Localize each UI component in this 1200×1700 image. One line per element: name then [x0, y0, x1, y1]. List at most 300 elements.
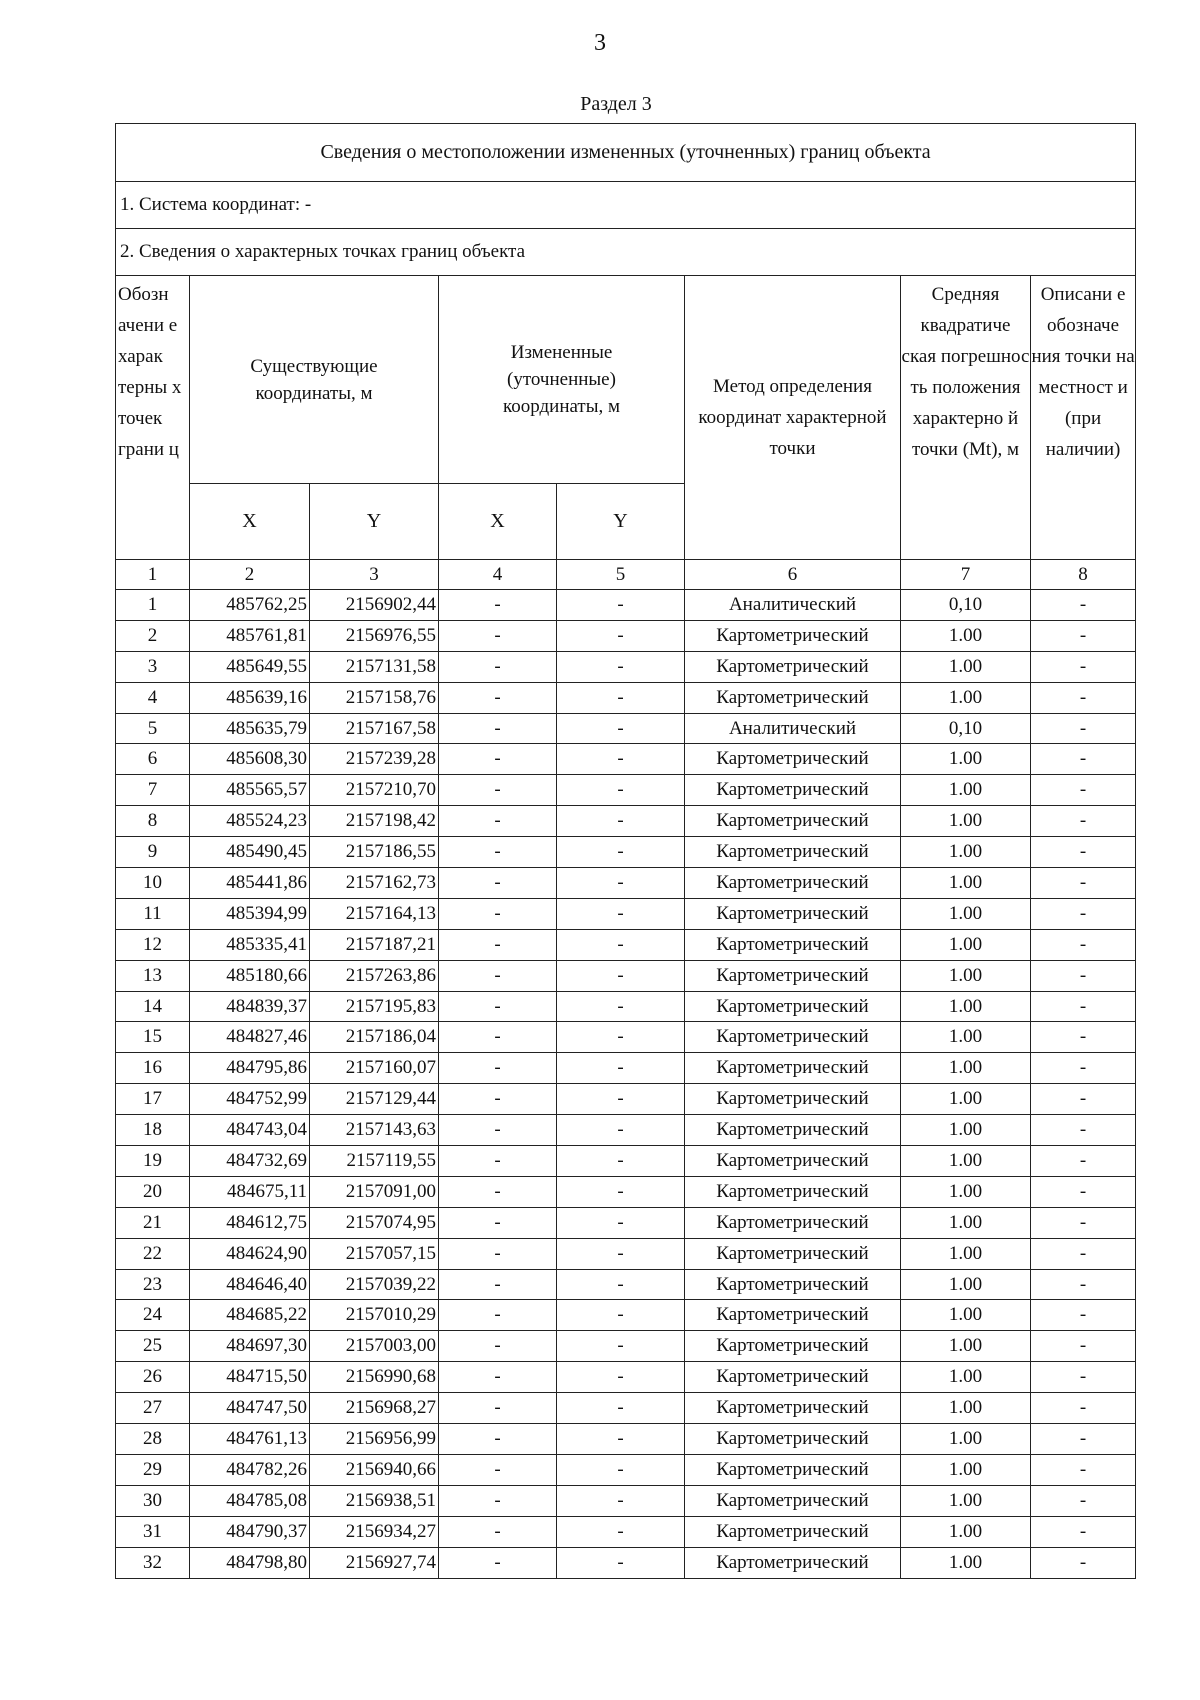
- existing-x-cell: 485180,66: [190, 960, 310, 991]
- method-cell: Картометрический: [685, 775, 901, 806]
- mean-error-cell: 1.00: [901, 960, 1031, 991]
- changed-y-cell: -: [557, 775, 685, 806]
- changed-y-cell: -: [557, 1207, 685, 1238]
- changed-x-cell: -: [439, 1115, 557, 1146]
- changed-y-cell: -: [557, 713, 685, 744]
- header-y-existing: Y: [310, 484, 439, 560]
- method-cell: Аналитический: [685, 713, 901, 744]
- method-cell: Картометрический: [685, 1454, 901, 1485]
- header-existing-coords: Существующие координаты, м: [190, 276, 439, 484]
- mean-error-cell: 1.00: [901, 1300, 1031, 1331]
- mean-error-cell: 1.00: [901, 1516, 1031, 1547]
- description-cell: -: [1031, 682, 1136, 713]
- existing-y-cell: 2156968,27: [310, 1393, 439, 1424]
- existing-x-cell: 484785,08: [190, 1485, 310, 1516]
- method-cell: Картометрический: [685, 1053, 901, 1084]
- table-row: [116, 713, 1136, 744]
- description-cell: -: [1031, 1393, 1136, 1424]
- column-index: 8: [1031, 560, 1136, 590]
- mean-error-cell: 1.00: [901, 1146, 1031, 1177]
- point-number-cell: 21: [116, 1207, 190, 1238]
- changed-y-cell: -: [557, 1362, 685, 1393]
- header-description: Описани е обозначе ния точки на местност и (при наличии): [1031, 276, 1136, 560]
- existing-x-cell: 484697,30: [190, 1331, 310, 1362]
- column-index: 4: [439, 560, 557, 590]
- column-index: 1: [116, 560, 190, 590]
- existing-y-cell: 2157187,21: [310, 929, 439, 960]
- point-number-cell: 32: [116, 1547, 190, 1578]
- changed-x-cell: -: [439, 713, 557, 744]
- table-row: [116, 1238, 1136, 1269]
- table-row: [116, 1084, 1136, 1115]
- point-number-cell: 12: [116, 929, 190, 960]
- changed-y-cell: -: [557, 991, 685, 1022]
- description-cell: -: [1031, 1269, 1136, 1300]
- description-cell: -: [1031, 960, 1136, 991]
- mean-error-cell: 1.00: [901, 868, 1031, 899]
- method-cell: Картометрический: [685, 1424, 901, 1455]
- description-cell: -: [1031, 1022, 1136, 1053]
- existing-x-cell: 485490,45: [190, 837, 310, 868]
- column-index: 5: [557, 560, 685, 590]
- changed-x-cell: -: [439, 837, 557, 868]
- table-row: [116, 960, 1136, 991]
- existing-y-cell: 2157160,07: [310, 1053, 439, 1084]
- column-index: 3: [310, 560, 439, 590]
- existing-y-cell: 2156990,68: [310, 1362, 439, 1393]
- changed-x-cell: -: [439, 960, 557, 991]
- description-cell: -: [1031, 1331, 1136, 1362]
- existing-y-cell: 2157129,44: [310, 1084, 439, 1115]
- method-cell: Картометрический: [685, 868, 901, 899]
- existing-x-cell: 485394,99: [190, 898, 310, 929]
- existing-y-cell: 2156927,74: [310, 1547, 439, 1578]
- changed-x-cell: -: [439, 1454, 557, 1485]
- points-heading: 2. Сведения о характерных точках границ объекта: [116, 229, 1136, 276]
- point-number-cell: 16: [116, 1053, 190, 1084]
- method-cell: Картометрический: [685, 1146, 901, 1177]
- existing-y-cell: 2157131,58: [310, 651, 439, 682]
- changed-x-cell: -: [439, 1331, 557, 1362]
- description-cell: -: [1031, 1300, 1136, 1331]
- mean-error-cell: 1.00: [901, 1176, 1031, 1207]
- table-row: [116, 1115, 1136, 1146]
- description-cell: -: [1031, 1176, 1136, 1207]
- table-row: [116, 991, 1136, 1022]
- mean-error-cell: 1.00: [901, 682, 1031, 713]
- point-number-cell: 20: [116, 1176, 190, 1207]
- mean-error-cell: 0,10: [901, 590, 1031, 621]
- point-number-cell: 19: [116, 1146, 190, 1177]
- changed-y-cell: -: [557, 590, 685, 621]
- description-cell: -: [1031, 1146, 1136, 1177]
- point-number-cell: 29: [116, 1454, 190, 1485]
- method-cell: Картометрический: [685, 1207, 901, 1238]
- mean-error-cell: 1.00: [901, 1207, 1031, 1238]
- table-row: [116, 1300, 1136, 1331]
- method-cell: Картометрический: [685, 651, 901, 682]
- mean-error-cell: 1.00: [901, 1238, 1031, 1269]
- description-cell: -: [1031, 775, 1136, 806]
- changed-x-cell: -: [439, 1362, 557, 1393]
- mean-error-cell: 1.00: [901, 1084, 1031, 1115]
- point-number-cell: 27: [116, 1393, 190, 1424]
- changed-x-cell: -: [439, 1485, 557, 1516]
- existing-y-cell: 2157210,70: [310, 775, 439, 806]
- column-index: 2: [190, 560, 310, 590]
- method-cell: Картометрический: [685, 1300, 901, 1331]
- description-cell: -: [1031, 590, 1136, 621]
- changed-x-cell: -: [439, 898, 557, 929]
- mean-error-cell: 1.00: [901, 1331, 1031, 1362]
- existing-x-cell: 484798,80: [190, 1547, 310, 1578]
- existing-x-cell: 484624,90: [190, 1238, 310, 1269]
- existing-x-cell: 484743,04: [190, 1115, 310, 1146]
- mean-error-cell: 1.00: [901, 775, 1031, 806]
- point-number-cell: 11: [116, 898, 190, 929]
- method-cell: Картометрический: [685, 1485, 901, 1516]
- point-number-cell: 18: [116, 1115, 190, 1146]
- existing-x-cell: 485635,79: [190, 713, 310, 744]
- existing-y-cell: 2156938,51: [310, 1485, 439, 1516]
- method-cell: Картометрический: [685, 1176, 901, 1207]
- existing-y-cell: 2157091,00: [310, 1176, 439, 1207]
- mean-error-cell: 1.00: [901, 1053, 1031, 1084]
- changed-x-cell: -: [439, 1269, 557, 1300]
- point-number-cell: 25: [116, 1331, 190, 1362]
- description-cell: -: [1031, 1207, 1136, 1238]
- changed-y-cell: -: [557, 744, 685, 775]
- method-cell: Картометрический: [685, 1331, 901, 1362]
- existing-x-cell: 484732,69: [190, 1146, 310, 1177]
- table-row: [116, 1547, 1136, 1578]
- description-cell: -: [1031, 713, 1136, 744]
- point-number-cell: 7: [116, 775, 190, 806]
- point-number-cell: 6: [116, 744, 190, 775]
- changed-x-cell: -: [439, 1547, 557, 1578]
- mean-error-cell: 1.00: [901, 1424, 1031, 1455]
- changed-y-cell: -: [557, 960, 685, 991]
- method-cell: Картометрический: [685, 682, 901, 713]
- existing-x-cell: 484827,46: [190, 1022, 310, 1053]
- existing-x-cell: 484782,26: [190, 1454, 310, 1485]
- description-cell: -: [1031, 1053, 1136, 1084]
- existing-y-cell: 2157239,28: [310, 744, 439, 775]
- boundary-points-table: [115, 123, 1136, 1579]
- column-index: 7: [901, 560, 1031, 590]
- existing-y-cell: 2157119,55: [310, 1146, 439, 1177]
- point-number-cell: 28: [116, 1424, 190, 1455]
- changed-x-cell: -: [439, 1146, 557, 1177]
- table-row: [116, 898, 1136, 929]
- existing-x-cell: 484685,22: [190, 1300, 310, 1331]
- changed-y-cell: -: [557, 1022, 685, 1053]
- mean-error-cell: 1.00: [901, 1362, 1031, 1393]
- existing-x-cell: 484715,50: [190, 1362, 310, 1393]
- changed-x-cell: -: [439, 1084, 557, 1115]
- point-number-cell: 4: [116, 682, 190, 713]
- table-row: [116, 837, 1136, 868]
- method-cell: Картометрический: [685, 1269, 901, 1300]
- changed-y-cell: -: [557, 1516, 685, 1547]
- existing-y-cell: 2157010,29: [310, 1300, 439, 1331]
- existing-x-cell: 484761,13: [190, 1424, 310, 1455]
- changed-x-cell: -: [439, 1393, 557, 1424]
- table-row: [116, 1053, 1136, 1084]
- mean-error-cell: 1.00: [901, 744, 1031, 775]
- changed-y-cell: -: [557, 651, 685, 682]
- changed-x-cell: -: [439, 744, 557, 775]
- table-row: [116, 620, 1136, 651]
- method-cell: Картометрический: [685, 744, 901, 775]
- mean-error-cell: 1.00: [901, 1022, 1031, 1053]
- changed-x-cell: -: [439, 991, 557, 1022]
- point-number-cell: 9: [116, 837, 190, 868]
- table-row: [116, 682, 1136, 713]
- existing-y-cell: 2157198,42: [310, 806, 439, 837]
- changed-y-cell: -: [557, 1485, 685, 1516]
- table-row: [116, 1424, 1136, 1455]
- method-cell: Картометрический: [685, 991, 901, 1022]
- existing-x-cell: 484839,37: [190, 991, 310, 1022]
- existing-x-cell: 484646,40: [190, 1269, 310, 1300]
- method-cell: Картометрический: [685, 806, 901, 837]
- table-row: [116, 1516, 1136, 1547]
- method-cell: Картометрический: [685, 1547, 901, 1578]
- method-cell: Картометрический: [685, 1084, 901, 1115]
- method-cell: Картометрический: [685, 837, 901, 868]
- table-row: [116, 1454, 1136, 1485]
- changed-y-cell: -: [557, 1084, 685, 1115]
- mean-error-cell: 1.00: [901, 991, 1031, 1022]
- changed-y-cell: -: [557, 806, 685, 837]
- existing-x-cell: 485524,23: [190, 806, 310, 837]
- existing-y-cell: 2156940,66: [310, 1454, 439, 1485]
- existing-x-cell: 484747,50: [190, 1393, 310, 1424]
- changed-y-cell: -: [557, 682, 685, 713]
- table-row: [116, 775, 1136, 806]
- existing-x-cell: 485649,55: [190, 651, 310, 682]
- point-number-cell: 8: [116, 806, 190, 837]
- table-row: [116, 868, 1136, 899]
- table-row: [116, 1207, 1136, 1238]
- mean-error-cell: 1.00: [901, 1115, 1031, 1146]
- changed-x-cell: -: [439, 1207, 557, 1238]
- table-row: [116, 1146, 1136, 1177]
- existing-x-cell: 485565,57: [190, 775, 310, 806]
- changed-y-cell: -: [557, 1424, 685, 1455]
- method-cell: Картометрический: [685, 1516, 901, 1547]
- method-cell: Картометрический: [685, 1238, 901, 1269]
- mean-error-cell: 1.00: [901, 898, 1031, 929]
- method-cell: Картометрический: [685, 1393, 901, 1424]
- changed-x-cell: -: [439, 651, 557, 682]
- changed-y-cell: -: [557, 1269, 685, 1300]
- header-changed-coords: Измененные (уточненные) координаты, м: [439, 276, 685, 484]
- mean-error-cell: 1.00: [901, 1485, 1031, 1516]
- changed-x-cell: -: [439, 590, 557, 621]
- changed-y-cell: -: [557, 1238, 685, 1269]
- existing-x-cell: 484752,99: [190, 1084, 310, 1115]
- table-row: [116, 651, 1136, 682]
- description-cell: -: [1031, 1485, 1136, 1516]
- table-row: [116, 744, 1136, 775]
- existing-x-cell: 484790,37: [190, 1516, 310, 1547]
- existing-x-cell: 484675,11: [190, 1176, 310, 1207]
- description-cell: -: [1031, 651, 1136, 682]
- existing-y-cell: 2157186,04: [310, 1022, 439, 1053]
- changed-x-cell: -: [439, 620, 557, 651]
- existing-y-cell: 2157167,58: [310, 713, 439, 744]
- changed-x-cell: -: [439, 775, 557, 806]
- point-number-cell: 5: [116, 713, 190, 744]
- changed-y-cell: -: [557, 1454, 685, 1485]
- point-number-cell: 10: [116, 868, 190, 899]
- table-row: [116, 1022, 1136, 1053]
- existing-x-cell: 485762,25: [190, 590, 310, 621]
- header-point-designation: Обозн ачени е харак терны х точек грани ц: [116, 276, 190, 560]
- existing-y-cell: 2157164,13: [310, 898, 439, 929]
- changed-x-cell: -: [439, 1053, 557, 1084]
- description-cell: -: [1031, 837, 1136, 868]
- changed-y-cell: -: [557, 1176, 685, 1207]
- existing-y-cell: 2157162,73: [310, 868, 439, 899]
- method-cell: Картометрический: [685, 1362, 901, 1393]
- point-number-cell: 3: [116, 651, 190, 682]
- mean-error-cell: 1.00: [901, 1269, 1031, 1300]
- table-row: [116, 1176, 1136, 1207]
- method-cell: Картометрический: [685, 1022, 901, 1053]
- header-y-changed: Y: [557, 484, 685, 560]
- table-row: [116, 929, 1136, 960]
- point-number-cell: 13: [116, 960, 190, 991]
- method-cell: Картометрический: [685, 929, 901, 960]
- changed-y-cell: -: [557, 1300, 685, 1331]
- mean-error-cell: 1.00: [901, 1393, 1031, 1424]
- point-number-cell: 1: [116, 590, 190, 621]
- changed-y-cell: -: [557, 620, 685, 651]
- mean-error-cell: 1.00: [901, 620, 1031, 651]
- existing-y-cell: 2157195,83: [310, 991, 439, 1022]
- method-cell: Картометрический: [685, 620, 901, 651]
- table-row: [116, 1269, 1136, 1300]
- changed-y-cell: -: [557, 868, 685, 899]
- point-number-cell: 22: [116, 1238, 190, 1269]
- description-cell: -: [1031, 1454, 1136, 1485]
- point-number-cell: 24: [116, 1300, 190, 1331]
- table-row: [116, 1485, 1136, 1516]
- column-index-row: [116, 560, 1136, 590]
- changed-x-cell: -: [439, 929, 557, 960]
- existing-y-cell: 2157186,55: [310, 837, 439, 868]
- page-number: 3: [594, 30, 606, 56]
- mean-error-cell: 1.00: [901, 1454, 1031, 1485]
- changed-x-cell: -: [439, 682, 557, 713]
- existing-x-cell: 485335,41: [190, 929, 310, 960]
- description-cell: -: [1031, 1424, 1136, 1455]
- mean-error-cell: 1.00: [901, 837, 1031, 868]
- existing-y-cell: 2157143,63: [310, 1115, 439, 1146]
- changed-x-cell: -: [439, 1176, 557, 1207]
- changed-y-cell: -: [557, 898, 685, 929]
- existing-y-cell: 2157057,15: [310, 1238, 439, 1269]
- changed-x-cell: -: [439, 1516, 557, 1547]
- changed-y-cell: -: [557, 1053, 685, 1084]
- description-cell: -: [1031, 806, 1136, 837]
- changed-y-cell: -: [557, 929, 685, 960]
- changed-y-cell: -: [557, 1146, 685, 1177]
- description-cell: -: [1031, 991, 1136, 1022]
- table-row: [116, 806, 1136, 837]
- changed-x-cell: -: [439, 1238, 557, 1269]
- mean-error-cell: 1.00: [901, 806, 1031, 837]
- existing-x-cell: 485639,16: [190, 682, 310, 713]
- header-mean-error: Средняя квадратиче ская погрешнос ть положения характерно й точки (Mt), м: [901, 276, 1031, 560]
- changed-x-cell: -: [439, 1424, 557, 1455]
- point-number-cell: 15: [116, 1022, 190, 1053]
- existing-y-cell: 2157263,86: [310, 960, 439, 991]
- existing-y-cell: 2157039,22: [310, 1269, 439, 1300]
- existing-x-cell: 485761,81: [190, 620, 310, 651]
- existing-y-cell: 2156902,44: [310, 590, 439, 621]
- existing-x-cell: 484612,75: [190, 1207, 310, 1238]
- existing-x-cell: 485441,86: [190, 868, 310, 899]
- description-cell: -: [1031, 620, 1136, 651]
- existing-y-cell: 2157003,00: [310, 1331, 439, 1362]
- changed-y-cell: -: [557, 837, 685, 868]
- coord-system: 1. Система координат: -: [116, 182, 1136, 229]
- existing-x-cell: 484795,86: [190, 1053, 310, 1084]
- existing-y-cell: 2157074,95: [310, 1207, 439, 1238]
- point-number-cell: 2: [116, 620, 190, 651]
- point-number-cell: 30: [116, 1485, 190, 1516]
- point-number-cell: 31: [116, 1516, 190, 1547]
- changed-y-cell: -: [557, 1393, 685, 1424]
- mean-error-cell: 1.00: [901, 1547, 1031, 1578]
- changed-x-cell: -: [439, 806, 557, 837]
- point-number-cell: 14: [116, 991, 190, 1022]
- method-cell: Картометрический: [685, 898, 901, 929]
- table-row: [116, 590, 1136, 621]
- table-title: Сведения о местоположении измененных (уточненных) границ объекта: [116, 124, 1136, 182]
- method-cell: Аналитический: [685, 590, 901, 621]
- description-cell: -: [1031, 1115, 1136, 1146]
- method-cell: Картометрический: [685, 960, 901, 991]
- existing-y-cell: 2156976,55: [310, 620, 439, 651]
- mean-error-cell: 1.00: [901, 929, 1031, 960]
- description-cell: -: [1031, 929, 1136, 960]
- description-cell: -: [1031, 1238, 1136, 1269]
- description-cell: -: [1031, 1547, 1136, 1578]
- changed-y-cell: -: [557, 1115, 685, 1146]
- description-cell: -: [1031, 898, 1136, 929]
- point-number-cell: 23: [116, 1269, 190, 1300]
- existing-x-cell: 485608,30: [190, 744, 310, 775]
- description-cell: -: [1031, 1084, 1136, 1115]
- table-row: [116, 1393, 1136, 1424]
- mean-error-cell: 1.00: [901, 651, 1031, 682]
- description-cell: -: [1031, 868, 1136, 899]
- section-title: Раздел 3: [580, 93, 652, 115]
- header-x-existing: X: [190, 484, 310, 560]
- point-number-cell: 26: [116, 1362, 190, 1393]
- changed-x-cell: -: [439, 868, 557, 899]
- table-row: [116, 1362, 1136, 1393]
- table-row: [116, 1331, 1136, 1362]
- method-cell: Картометрический: [685, 1115, 901, 1146]
- existing-y-cell: 2157158,76: [310, 682, 439, 713]
- existing-y-cell: 2156956,99: [310, 1424, 439, 1455]
